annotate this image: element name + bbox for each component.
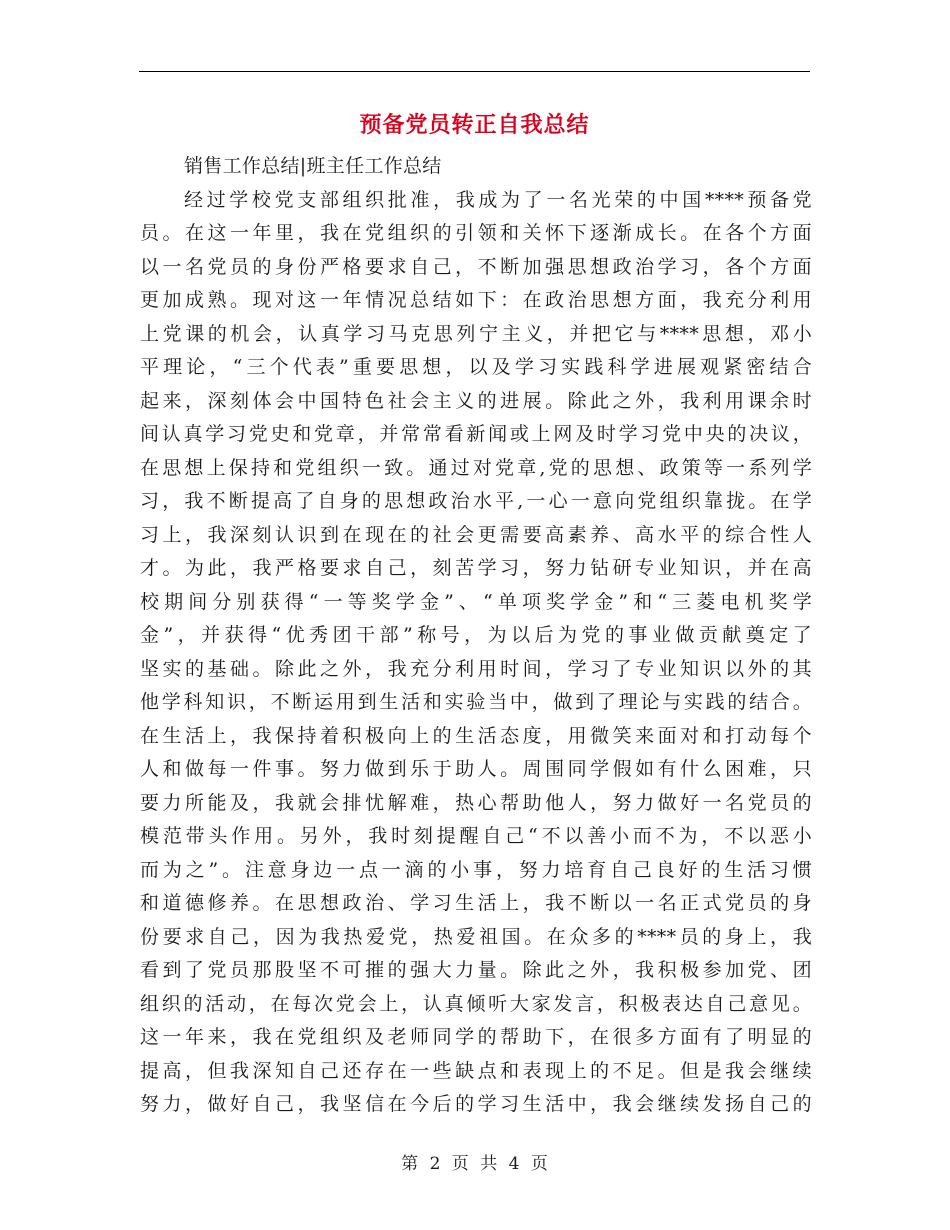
page-footer: 第 2 页 共 4 页 (401, 1154, 549, 1174)
body-line: 起来，深刻体会中国特色社会主义的进展。除此之外，我利用课余时 (140, 389, 812, 412)
body-line: 要力所能及，我就会排忧解难，热心帮助他人，努力做好一名党员的 (140, 791, 812, 814)
body-line: 而为之”。注意身边一点一滴的小事，努力培育自己良好的生活习惯 (140, 858, 812, 881)
body-line: 经过学校党支部组织批准，我成为了一名光荣的中国****预备党 (184, 188, 812, 211)
body-line: 员。在这一年里，我在党组织的引领和关怀下逐渐成长。在各个方面 (140, 222, 812, 244)
body-line: 才。为此，我严格要求自己，刻苦学习，努力钻研专业知识，并在高 (140, 557, 812, 579)
body-line: 平理论，“三个代表”重要思想，以及学习实践科学进展观紧密结合 (140, 356, 812, 378)
body-line: 人和做每一件事。努力做到乐于助人。周围同学假如有什么困难，只 (140, 758, 812, 780)
body-line: 在思想上保持和党组织一致。通过对党章,党的思想、政策等一系列学 (140, 456, 812, 479)
body-line: 组织的活动，在每次党会上，认真倾听大家发言，积极表达自己意见。 (140, 992, 812, 1015)
body-line: 坚实的基础。除此之外，我充分利用时间，学习了专业知识以外的其 (140, 657, 812, 680)
body-line: 份要求自己，因为我热爱党，热爱祖国。在众多的****员的身上，我 (140, 925, 812, 948)
body-line: 间认真学习党史和党章，并常常看新闻或上网及时学习党中央的决议， (140, 423, 812, 445)
body-line: 以一名党员的身份严格要求自己，不断加强思想政治学习，各个方面 (140, 255, 812, 278)
body-line: 这一年来，我在党组织及老师同学的帮助下，在很多方面有了明显的 (140, 1026, 812, 1048)
body-line: 销售工作总结|班主任工作总结 (184, 155, 442, 177)
body-line: 更加成熟。现对这一年情况总结如下：在政治思想方面，我充分利用 (140, 289, 812, 311)
body-line: 金”，并获得“优秀团干部”称号，为以后为党的事业做贡献奠定了 (140, 624, 812, 646)
body-line: 提高，但我深知自己还存在一些缺点和表现上的不足。但是我会继续 (140, 1059, 812, 1082)
header-rule (139, 71, 810, 72)
body-line: 和道德修养。在思想政治、学习生活上，我不断以一名正式党员的身 (140, 892, 812, 914)
body-line: 看到了党员那股坚不可摧的强大力量。除此之外，我积极参加党、团 (140, 959, 812, 981)
body-line: 习，我不断提高了自身的思想政治水平,一心一意向党组织靠拢。在学 (140, 490, 812, 512)
document-body (140, 150, 812, 1122)
body-line: 模范带头作用。另外，我时刻提醒自己“不以善小而不为，不以恶小 (140, 825, 812, 847)
body-line: 努力，做好自己，我坚信在今后的学习生活中，我会继续发扬自己的 (140, 1093, 812, 1115)
body-line: 上党课的机会，认真学习马克思列宁主义，并把它与****思想，邓小 (140, 322, 812, 345)
body-line: 在生活上，我保持着积极向上的生活态度，用微笑来面对和打动每个 (140, 724, 812, 747)
body-line: 他学科知识，不断运用到生活和实验当中，做到了理论与实践的结合。 (140, 691, 812, 713)
body-line: 校期间分别获得“一等奖学金”、“单项奖学金”和“三菱电机奖学 (140, 590, 812, 613)
body-line: 习上，我深刻认识到在现在的社会更需要高素养、高水平的综合性人 (140, 523, 812, 546)
document-title: 预备党员转正自我总结 (359, 112, 590, 138)
